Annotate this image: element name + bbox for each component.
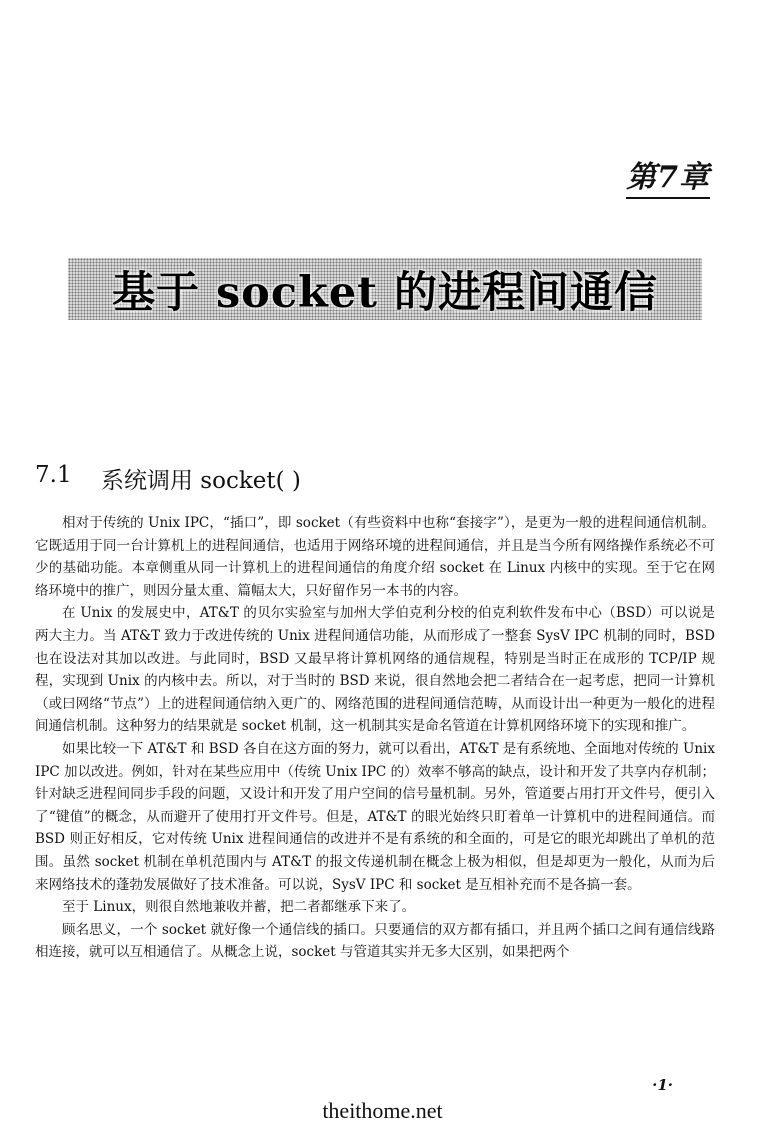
chapter-title-band <box>68 258 702 320</box>
chapter-title: 基于 socket 的进程间通信 <box>111 267 659 318</box>
section-title: 系统调用 socket( ) <box>101 468 301 494</box>
section-heading <box>35 462 301 495</box>
page-number: ·1· <box>652 1076 673 1094</box>
paragraph: 顾名思义，一个 socket 就好像一个通信线的插口。只要通信的双方都有插口，并且两个插口之间有通信线路相连接，就可以互相通信了。从概念上说，socket 与管道其实并无多大区别，如果把两个 <box>35 921 715 961</box>
footer-site: theithome.net <box>322 1098 443 1123</box>
paragraph: 如果比较一下 AT&T 和 BSD 各自在这方面的努力，就可以看出，AT&T 是有系统地、全面地对传统的 Unix IPC 加以改进。例如，针对在某些应用中（传统 Unix IPC 的）效率不够高的缺点，设计和开发了共享内存机制；针对缺乏进程间同步手段的问题，又设计和开发了用户空间的信号量机制。另外，管道要占用打开文件号，便引入了“键值”的概念，从而避开了使用打开文件号。但是，AT&T 的眼光始终只盯着单一计算机中的进程间通信。而 BSD 则正好相反，它对传统 Unix 进程间通信的改进并不是有系统的和全面的，可是它的眼光却跳出了单机的范围。虽然 socket 机制在单机范围内与 AT&T 的报文传递机制在概念上极为相似，但是却更为一般化，从而为后来网络技术的蓬勃发展做好了技术准备。可以说，SysV IPC 和 socket 是互相补充而不是各搞一套。 <box>35 740 715 893</box>
chapter-label: 第7章 <box>626 152 710 199</box>
paragraph: 至于 Linux，则很自然地兼收并蓄，把二者都继承下来了。 <box>62 899 416 916</box>
body-text <box>35 512 715 964</box>
paragraph: 在 Unix 的发展史中，AT&T 的贝尔实验室与加州大学伯克利分校的伯克利软件发布中心（BSD）可以说是两大主力。当 AT&T 致力于改进传统的 Unix 进程间通信功能，从而形成了一整套 SysV IPC 机制的同时，BSD 也在设法对其加以改进。与此同时，BSD 又最早将计算机网络的通信规程，特别是当时正在成形的 TCP/IP 规程，实现到 Unix 的内核中去。所以，对于当时的 BSD 来说，很自然地会把二者结合在一起考虑，把同一计算机（或曰网络“节点”）上的进程间通信纳入更广的、网络范围的进程间通信范畴，从而设计出一种更为一般化的进程间通信机制。这种努力的结果就是 socket 机制，这一机制其实是命名管道在计算机网络环境下的实现和推广。 <box>35 605 715 735</box>
paragraph: 相对于传统的 Unix IPC，“插口”，即 socket（有些资料中也称“套接字”），是更为一般的进程间通信机制。它既适用于同一台计算机上的进程间通信，也适用于网络环境的进程间通信，并且是当今所有网络操作系统必不可少的基础功能。本章侧重从同一计算机上的进程间通信的角度介绍 socket 在 Linux 内核中的实现。至于它在网络环境中的推广，则因分量太重、篇幅太大，只好留作另一本书的内容。 <box>35 515 715 599</box>
section-number: 7.1 <box>35 462 72 488</box>
